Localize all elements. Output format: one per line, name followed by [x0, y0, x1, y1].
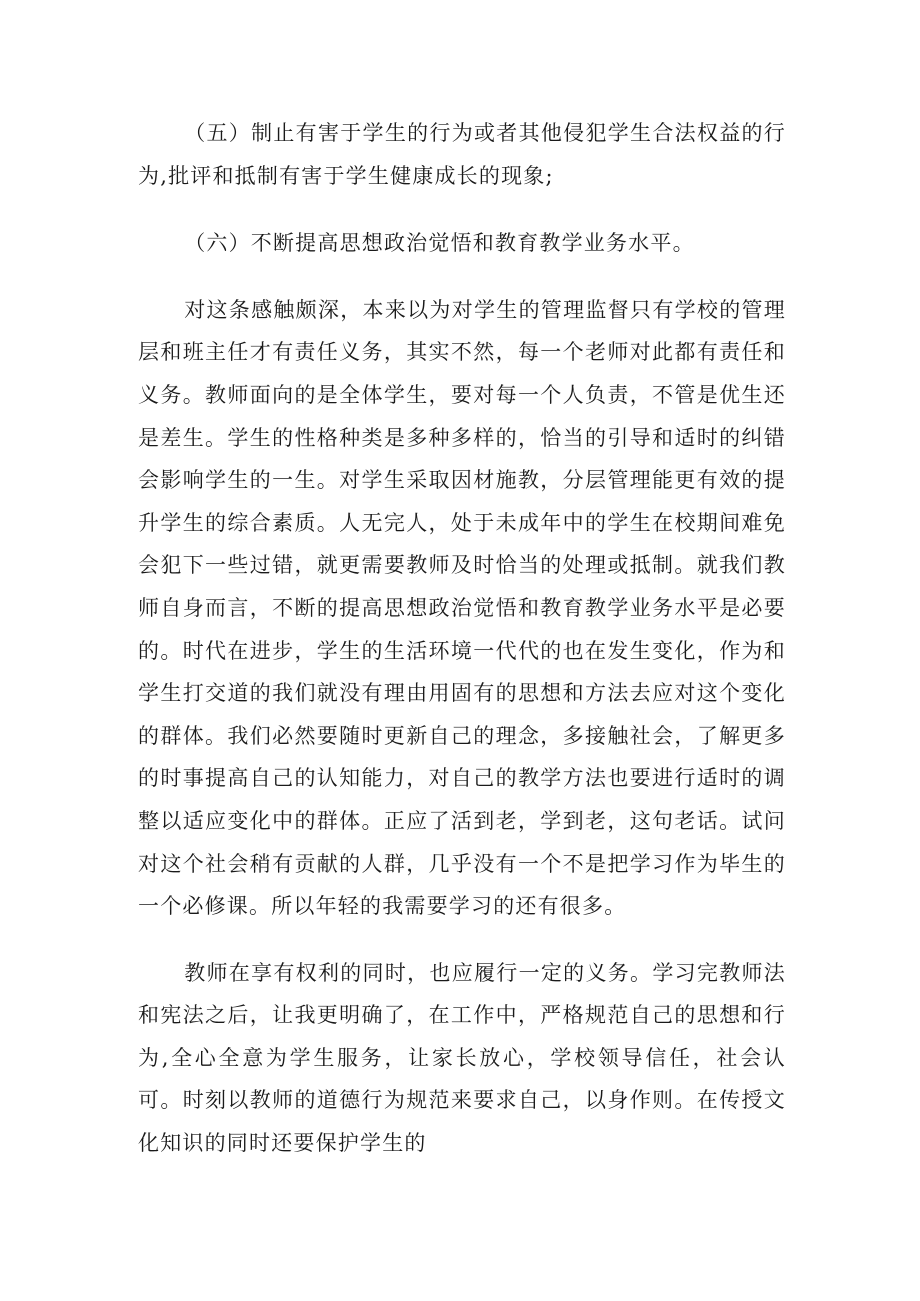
paragraph-reflection: 对这条感触颇深，本来以为对学生的管理监督只有学校的管理层和班主任才有责任义务，其实不然，每一个老师对此都有责任和义务。教师面向的是全体学生，要对每一个人负责，不管是优生还是差生。学生的性格种类是多种多样的，恰当的引导和适时的纠错会影响学生的一生。对学生采取因材施教，分层管理能更有效的提升学生的综合素质。人无完人，处于未成年中的学生在校期间难免会犯下一些过错，就更需要教师及时恰当的处理或抵制。就我们教师自身而言，不断的提高思想政治觉悟和教育教学业务水平是必要的。时代在进步，学生的生活环境一代代的也在发生变化，作为和学生打交道的我们就没有理由用固有的思想和方法去应对这个变化的群体。我们必然要随时更新自己的理念，多接触社会，了解更多的时事提高自己的认知能力，对自己的教学方法也要进行适时的调整以适应变化中的群体。正应了活到老，学到老，这句老话。试问对这个社会稍有贡献的人群，几乎没有一个不是把学习作为毕生的一个必修课。所以年轻的我需要学习的还有很多。	[138, 297, 786, 919]
paragraph-item-5: （五）制止有害于学生的行为或者其他侵犯学生合法权益的行为,批评和抵制有害于学生健康成长的现象;	[138, 121, 786, 188]
paragraph-obligations: 教师在享有权利的同时，也应履行一定的义务。学习完教师法和宪法之后，让我更明确了，在工作中，严格规范自己的思想和行为,全心全意为学生服务，让家长放心，学校领导信任，社会认可。时刻以教师的道德行为规范来要求自己，以身作则。在传授文化知识的同时还要保护学生的	[138, 960, 786, 1156]
document-body	[138, 112, 786, 1165]
paragraph-item-6: （六）不断提高思想政治觉悟和教育教学业务水平。	[184, 231, 695, 256]
